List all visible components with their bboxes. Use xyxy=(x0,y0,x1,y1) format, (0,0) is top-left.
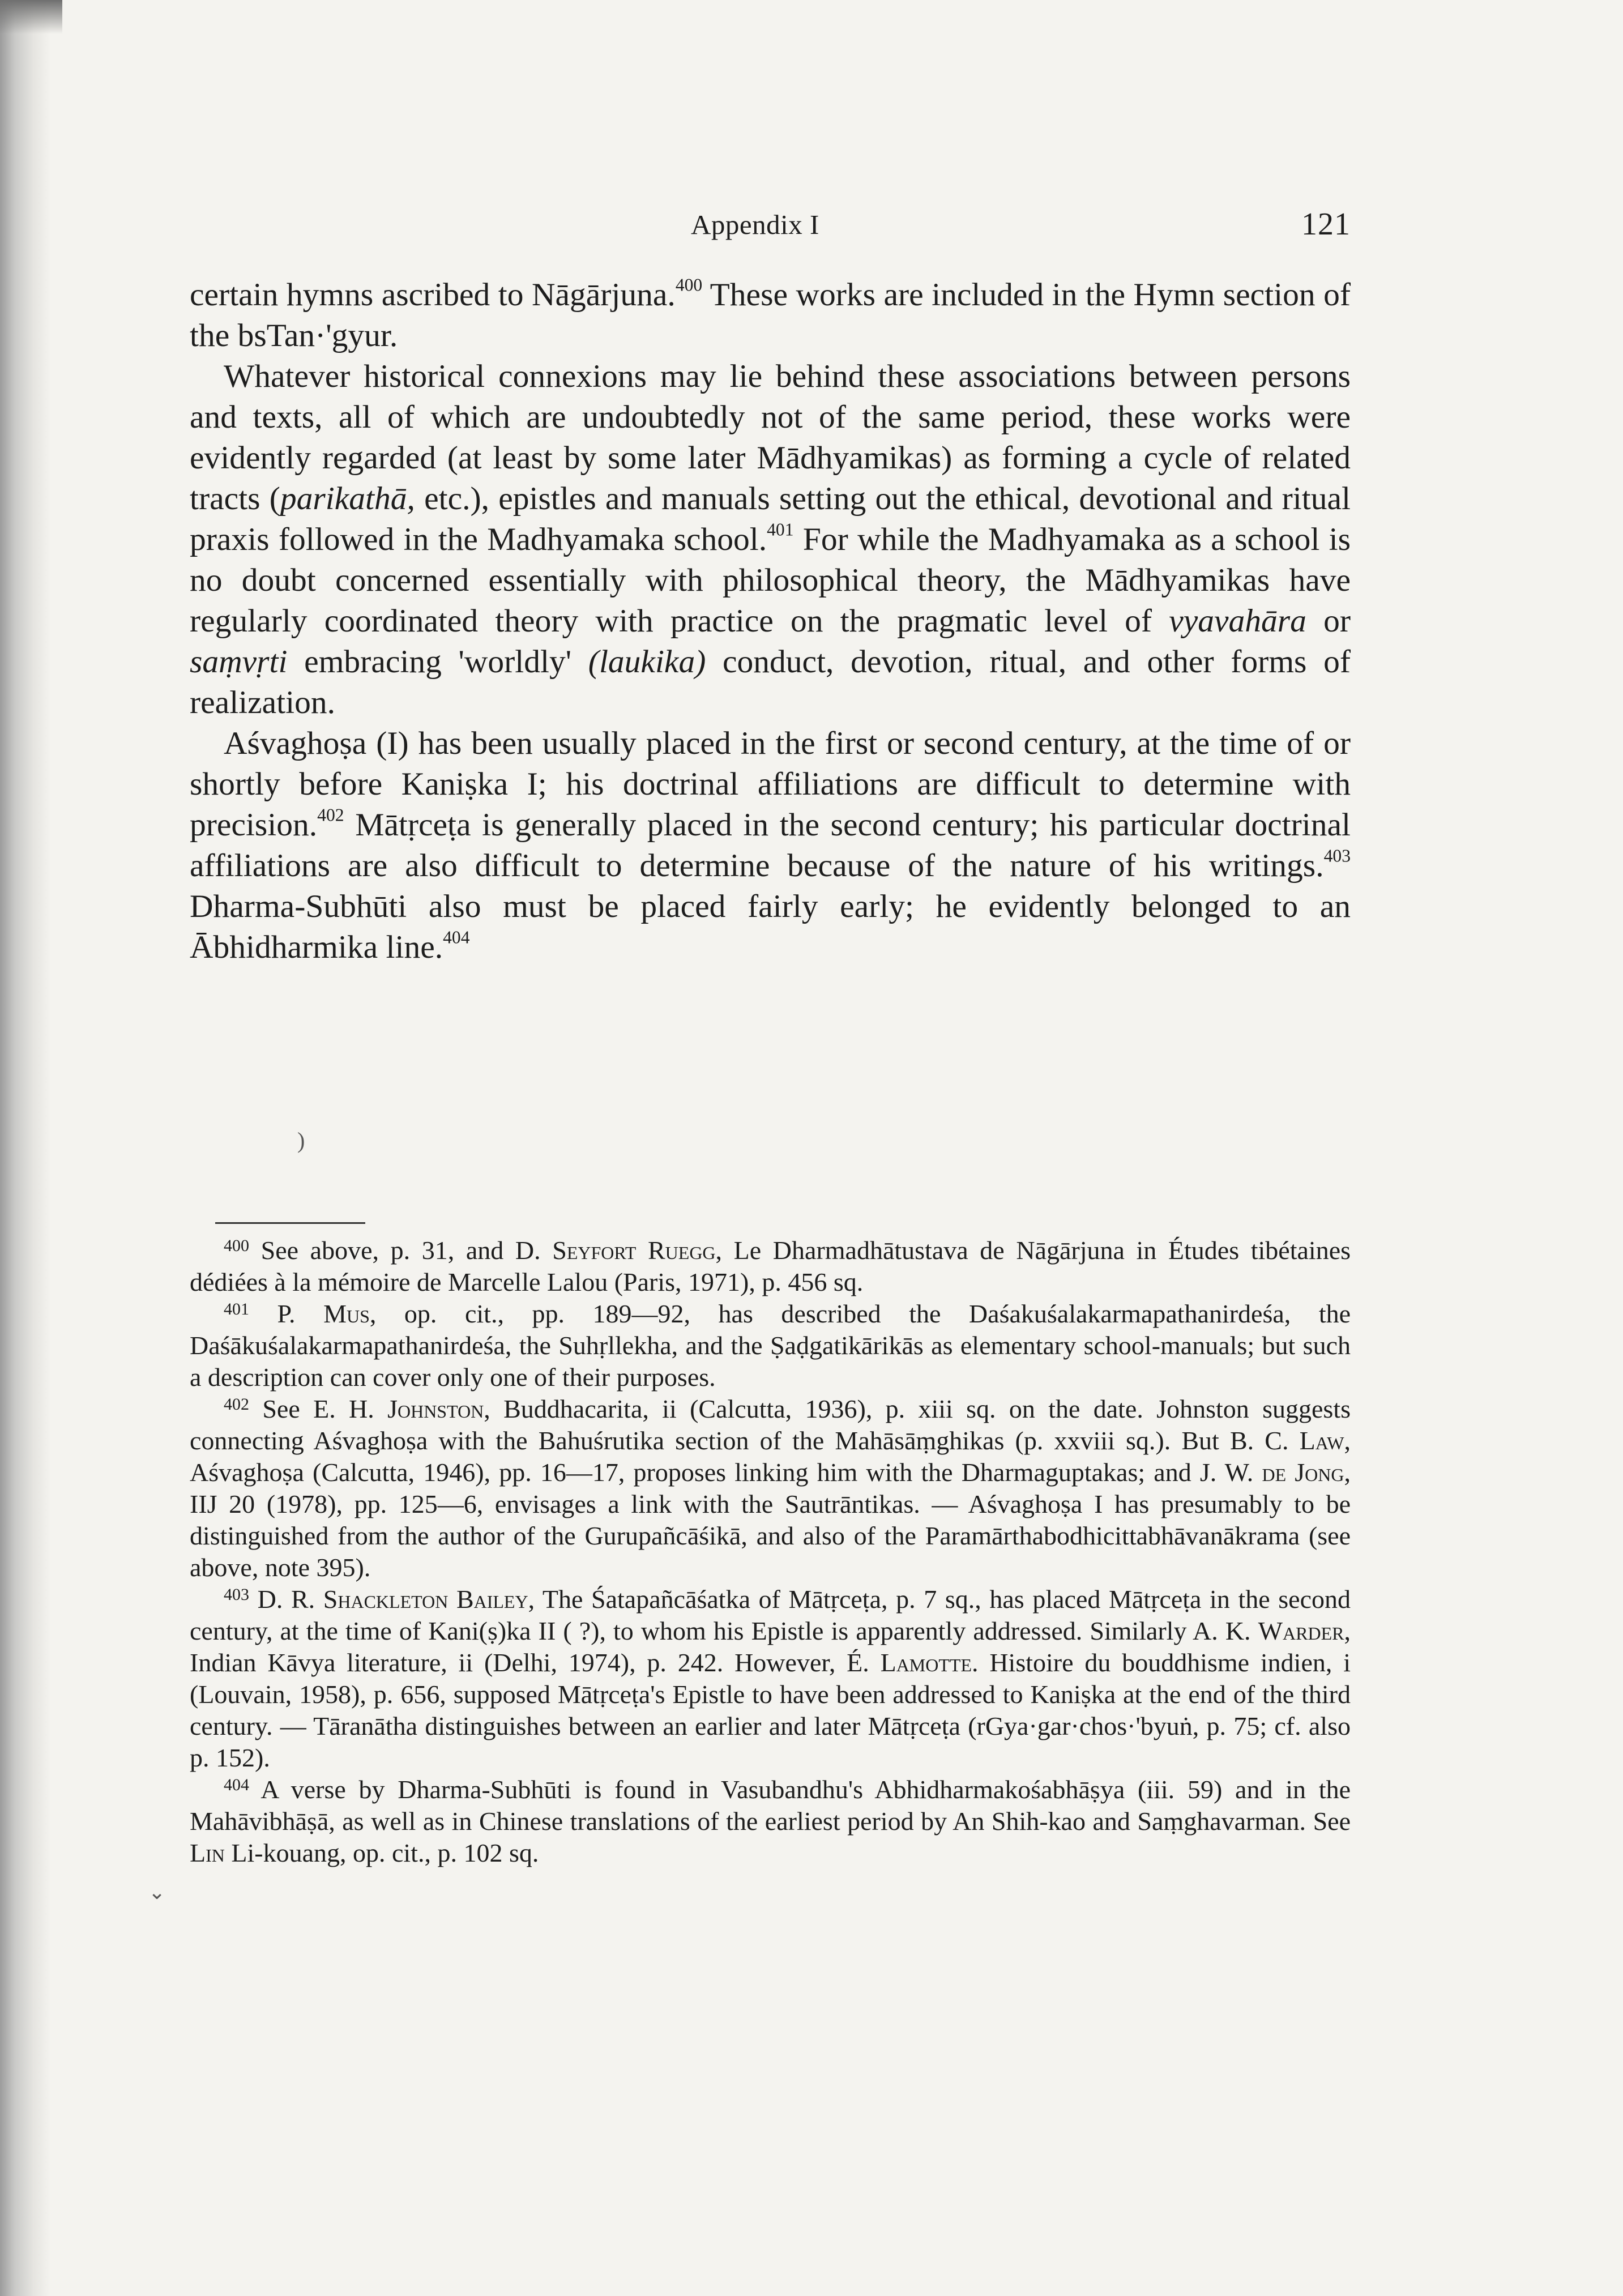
text-run: Aśvaghoṣa (I) has been usually placed in the first or second century, at the time of or shortly before Kaniṣka I; his doctrinal affiliations are difficult to determine with precision. xyxy=(190,725,1351,843)
text-run: Dharma-Subhūti also must be placed fairly early; he evidently belonged to an Ābhidharmika line. xyxy=(190,889,1351,965)
text-run: See above, p. 31, and D. xyxy=(260,1236,553,1265)
text-run: Whatever historical connexions may lie behind these associations between persons and texts, all of which are undoubtedly not of the same period, these works were evidently regarded (at least by some later Mādhyamikas) as forming a cycle of related tracts ( xyxy=(190,359,1351,517)
text-run: For while the Madhyamaka as a school is no doubt concerned essentially with philosophical theory, the Mādhyamikas have regularly coordinated theory with practice on the pragmatic level of xyxy=(190,522,1351,639)
page-number: 121 xyxy=(1301,207,1351,242)
footnote-404 xyxy=(190,1774,1351,1869)
footnote-ref-400: 400 xyxy=(675,275,703,295)
footnote-number: 401 xyxy=(224,1300,249,1318)
running-head: Appendix I xyxy=(691,209,819,240)
italic-term: parikathā, xyxy=(280,481,415,517)
footnote-separator-rule xyxy=(215,1222,365,1224)
text-run: or xyxy=(1306,603,1351,639)
author-name: Seyfort Ruegg xyxy=(552,1236,716,1265)
text-run: , Le Dharmadhātustava de Nāgārjuna in Études tibétaines dédiées à la mémoire de Marcelle Lalou (Paris, 1971), p. 456 sq. xyxy=(190,1236,1351,1296)
text-run: Li-kouang, op. cit., p. 102 sq. xyxy=(224,1838,539,1867)
text-run: See E. H. xyxy=(262,1394,388,1423)
footnote-402 xyxy=(190,1393,1351,1584)
text-run: These works are included in the Hymn section of the bsTan·'gyur. xyxy=(190,277,1351,353)
paragraph-1 xyxy=(190,275,1351,356)
author-name: Law xyxy=(1299,1426,1344,1455)
text-run: , Aśvaghoṣa (Calcutta, 1946), pp. 16—17, proposes linking him with the Dharmaguptakas; and J. W. xyxy=(190,1426,1351,1487)
text-run: D. R. xyxy=(257,1585,323,1614)
text-run: Mātṛceṭa is generally placed in the second century; his particular doctrinal affiliations are also difficult to determine because of the nature of his writings. xyxy=(190,807,1351,884)
text-run: . Histoire du bouddhisme indien, i (Louvain, 1958), p. 656, supposed Mātṛceṭa's Epistle to have been addressed to Kaniṣka at the end of the third century. — Tāranātha distinguishes between an earlier and later Mātṛceṭa (rGya·gar·chos·'byuṅ, p. 75; cf. also p. 152). xyxy=(190,1648,1351,1772)
author-name: Johnston xyxy=(387,1394,484,1423)
text-run: embracing 'worldly' xyxy=(287,644,588,680)
footnote-ref-404: 404 xyxy=(443,927,470,948)
footnote-403 xyxy=(190,1584,1351,1774)
text-run: etc.), epistles and manuals setting out the ethical, devotional and ritual praxis followed in the Madhyamaka school. xyxy=(190,481,1351,557)
author-name: Lin xyxy=(190,1838,225,1867)
footnote-number: 400 xyxy=(224,1236,249,1255)
scanned-page-fold-shadow xyxy=(0,0,62,34)
text-run: conduct, devotion, ritual, and other forms of realization. xyxy=(190,644,1351,720)
footnote-number: 404 xyxy=(224,1776,249,1794)
text-run: A verse by Dharma-Subhūti is found in Vasubandhu's Abhidharmakośabhāṣya (iii. 59) and in the Mahāvibhāṣā, as well as in Chinese translations of the earliest period by An Shih-kao and Saṃghavarman. See xyxy=(190,1775,1351,1836)
text-run: P. xyxy=(277,1299,324,1328)
text-run: , op. cit., pp. 189—92, has described the Daśakuśalakarmapathanirdeśa, the Daśākuśalakarmapathanirdeśa, the Suhṛllekha, and the Ṣaḍgatikārikās as elementary school-manuals; but such a description can cover only one of their purposes. xyxy=(190,1299,1351,1392)
author-name: de Jong xyxy=(1262,1458,1344,1487)
footnote-ref-402: 402 xyxy=(317,805,344,825)
text-run: , IIJ 20 (1978), pp. 125—6, envisages a link with the Sautrāntikas. — Aśvaghoṣa I has presumably to be distinguished from the author of the Gurupañcāśikā, and also of the Paramārthabodhicittabhāvanākrama (see above, note 395). xyxy=(190,1458,1351,1582)
paragraph-3 xyxy=(190,723,1351,968)
footnote-ref-401: 401 xyxy=(767,519,794,540)
footnote-ref-403: 403 xyxy=(1323,846,1351,866)
footnotes xyxy=(190,1235,1351,1869)
text-run: , The Śatapañcāśatka of Mātṛceṭa, p. 7 sq., has placed Mātṛceṭa in the second century, at the time of Kani(ṣ)ka II ( ?), to whom his Epistle is apparently addressed. Similarly A. K. xyxy=(190,1585,1351,1645)
footnote-number: 402 xyxy=(224,1395,249,1414)
footnote-400 xyxy=(190,1235,1351,1298)
author-name: Warder xyxy=(1258,1616,1344,1645)
italic-term: vyavahāra xyxy=(1169,603,1306,639)
text-run: certain hymns ascribed to Nāgārjuna. xyxy=(190,277,676,313)
text-run: , Buddhacarita, ii (Calcutta, 1936), p. xiii sq. on the date. Johnston suggests connecting Aśvaghoṣa with the Bahuśrutika section of the Mahāsāṃghikas (p. xxviii sq.). But B. C. xyxy=(190,1394,1351,1455)
author-name: Mus xyxy=(323,1299,370,1328)
page-header xyxy=(190,208,1351,248)
text-run: , Indian Kāvya literature, ii (Delhi, 1974), p. 242. However, É. xyxy=(190,1616,1351,1677)
stray-pencil-mark: ) xyxy=(297,1128,305,1153)
italic-term: (laukika) xyxy=(588,644,706,680)
scanned-page-edge xyxy=(0,0,51,2296)
italic-term: saṃvṛti xyxy=(190,644,288,680)
margin-pencil-mark: ⌄ xyxy=(148,1881,166,1904)
paragraph-2 xyxy=(190,356,1351,723)
author-name: Lamotte xyxy=(880,1648,972,1677)
main-text xyxy=(190,275,1351,968)
author-name: Shackleton Bailey xyxy=(323,1585,528,1614)
footnote-401 xyxy=(190,1298,1351,1393)
footnote-number: 403 xyxy=(224,1585,249,1604)
